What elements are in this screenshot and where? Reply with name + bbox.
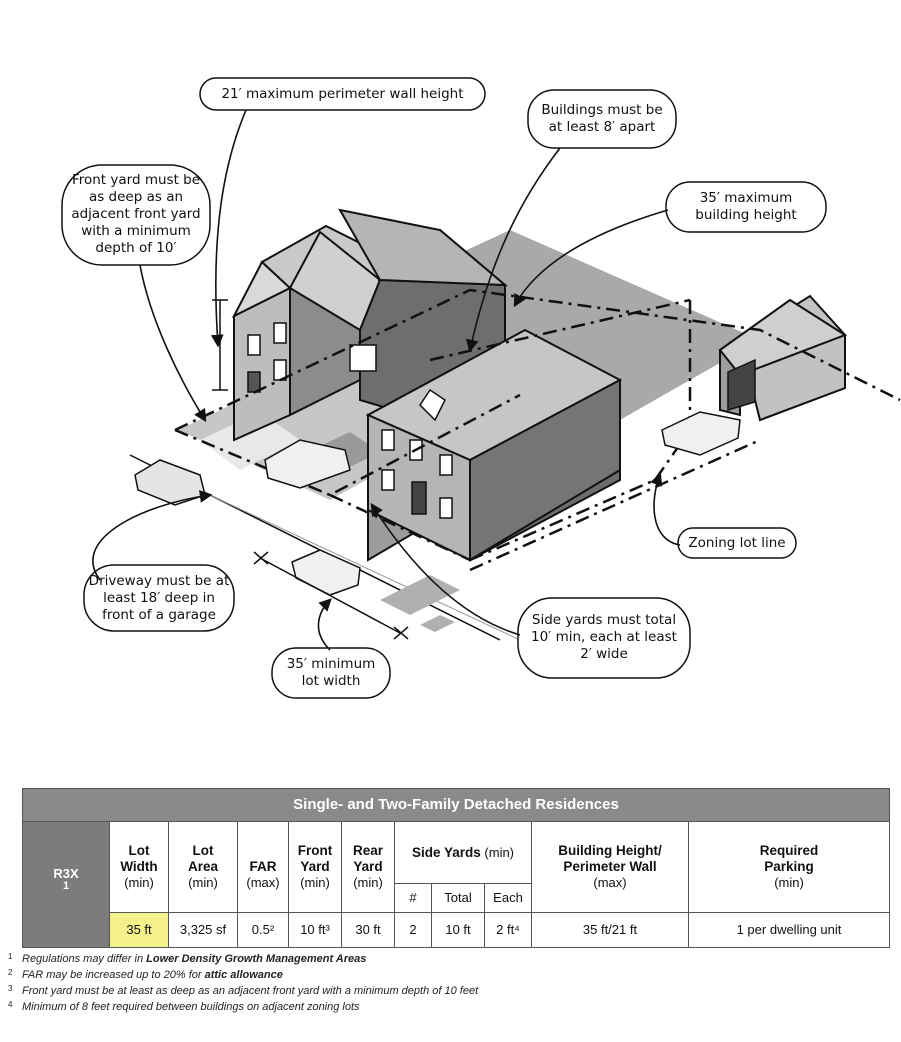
header-side-total: Total xyxy=(432,884,485,913)
value-parking: 1 per dwelling unit xyxy=(689,913,890,948)
header-parking: Required Parking (min) xyxy=(689,822,890,913)
callout-driveway: Driveway must be at least 18′ deep in front of a garage xyxy=(88,573,230,623)
value-building-height: 35 ft/21 ft xyxy=(532,913,689,948)
footnote-2: 2 FAR may be increased up to 20% for attic allowance xyxy=(8,968,283,981)
header-side-yards: Side Yards (min) xyxy=(395,822,532,884)
value-lot-area: 3,325 sf xyxy=(169,913,238,948)
header-building-height: Building Height/ Perimeter Wall (max) xyxy=(532,822,689,913)
callout-front-yard: Front yard must be as deep as an adjacent front yard with a minimum depth of 10′ xyxy=(71,172,201,256)
value-side-number: 2 xyxy=(395,913,432,948)
value-rear-yard: 30 ft xyxy=(342,913,395,948)
header-lot-area: Lot Area (min) xyxy=(169,822,238,913)
district-cell xyxy=(23,822,110,948)
district-footnote-mark: 1 xyxy=(62,880,70,892)
zoning-table xyxy=(8,788,890,1015)
footnotes xyxy=(8,951,890,1015)
callout-building-height: 35′ maximum building height xyxy=(695,190,797,223)
header-front-yard: Front Yard (min) xyxy=(289,822,342,913)
table-title: Single- and Two-Family Detached Residences xyxy=(23,789,890,822)
value-side-each: 2 ft⁴ xyxy=(485,913,532,948)
header-rear-yard: Rear Yard (min) xyxy=(342,822,395,913)
header-far: FAR (max) xyxy=(238,822,289,913)
callout-zoning-lot-line: Zoning lot line xyxy=(688,535,786,551)
wall-height-dimension xyxy=(212,300,228,390)
value-side-total: 10 ft xyxy=(432,913,485,948)
header-side-each: Each xyxy=(485,884,532,913)
footnote-4: 4 Minimum of 8 feet required between buildings on adjacent zoning lots xyxy=(8,1000,360,1013)
callout-lot-width: 35′ minimum lot width xyxy=(286,656,376,689)
value-lot-width: 35 ft xyxy=(110,913,169,948)
value-front-yard: 10 ft³ xyxy=(289,913,342,948)
value-far: 0.5² xyxy=(238,913,289,948)
header-lot-width: Lot Width (min) xyxy=(110,822,169,913)
callout-wall-height: 21′ maximum perimeter wall height xyxy=(221,86,464,102)
district-name: R3X xyxy=(53,866,79,881)
callout-buildings-apart: Buildings must be at least 8′ apart xyxy=(541,102,663,135)
callout-side-yards: Side yards must total 10′ min, each at least 2′ wide xyxy=(531,612,677,662)
garage xyxy=(720,296,845,420)
footnote-1: 1 Regulations may differ in Lower Density Growth Management Areas xyxy=(8,952,367,965)
footnote-3: 3 Front yard must be at least as deep as an adjacent front yard with a minimum depth of 10 feet xyxy=(8,984,479,997)
header-side-number: # xyxy=(395,884,432,913)
